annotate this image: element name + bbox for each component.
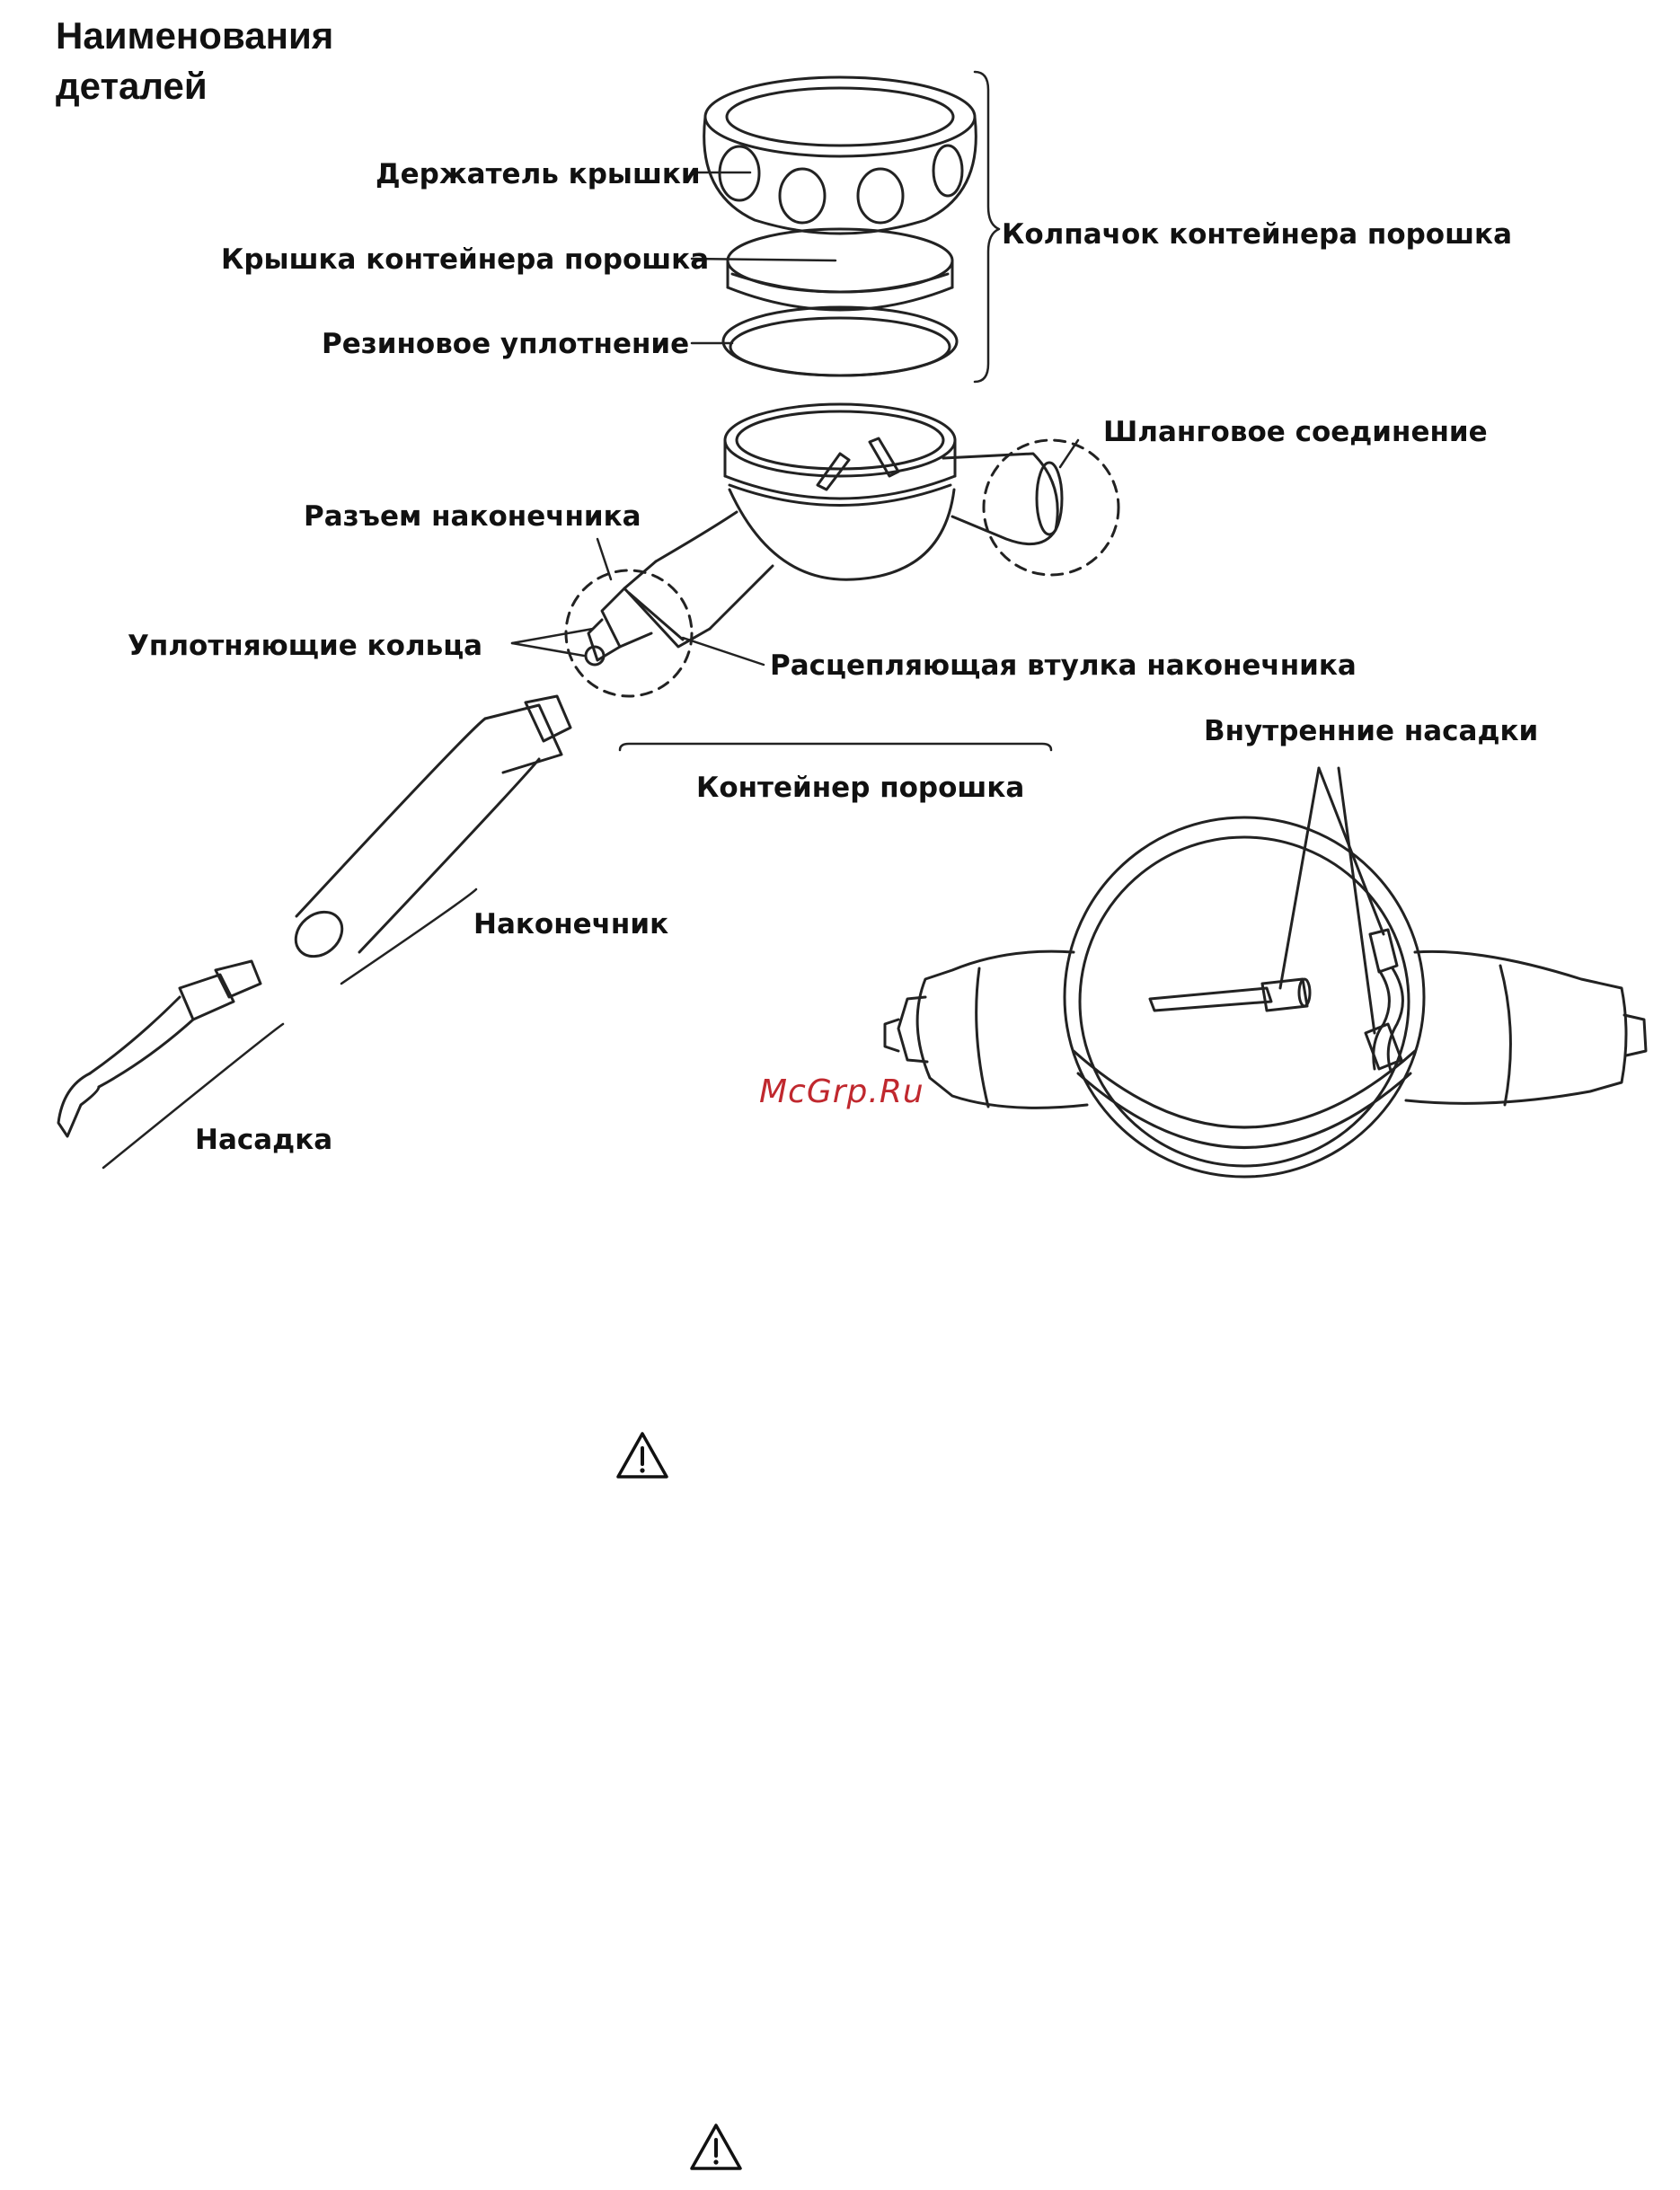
container-lid-drawing [728, 229, 952, 310]
warning-triangle-icon [615, 1430, 670, 1480]
title-line-1: Наименования [56, 14, 334, 57]
title-line-2: деталей [56, 65, 208, 107]
label-hose-connection: Шланговое соединение [1103, 416, 1488, 448]
label-nozzle: Насадка [195, 1124, 333, 1156]
warning-triangle-icon [688, 2122, 744, 2172]
label-release-sleeve: Расцепляющая втулка наконечника [770, 649, 1357, 682]
label-inner-nozzles: Внутренние насадки [1204, 715, 1539, 747]
label-powder-container-cap: Колпачок контейнера порошка [1002, 218, 1512, 251]
label-rubber-seal: Резиновое уплотнение [322, 328, 690, 360]
label-lid-holder: Держатель крышки [376, 158, 701, 190]
lid-holder-drawing [704, 77, 977, 234]
label-handpiece-connector: Разъем наконечника [304, 500, 641, 533]
rubber-seal-drawing [723, 307, 957, 375]
label-sealing-rings: Уплотняющие кольца [128, 630, 483, 662]
label-powder-container-lid: Крышка контейнера порошка [221, 243, 710, 276]
label-handpiece: Наконечник [473, 908, 669, 940]
watermark-text: McGrp.Ru [759, 1073, 924, 1110]
leader-lines [103, 72, 1078, 1168]
inner-nozzles-detail-drawing [885, 768, 1646, 1177]
nozzle-drawing [58, 961, 261, 1136]
label-powder-container: Контейнер порошка [696, 772, 1025, 804]
